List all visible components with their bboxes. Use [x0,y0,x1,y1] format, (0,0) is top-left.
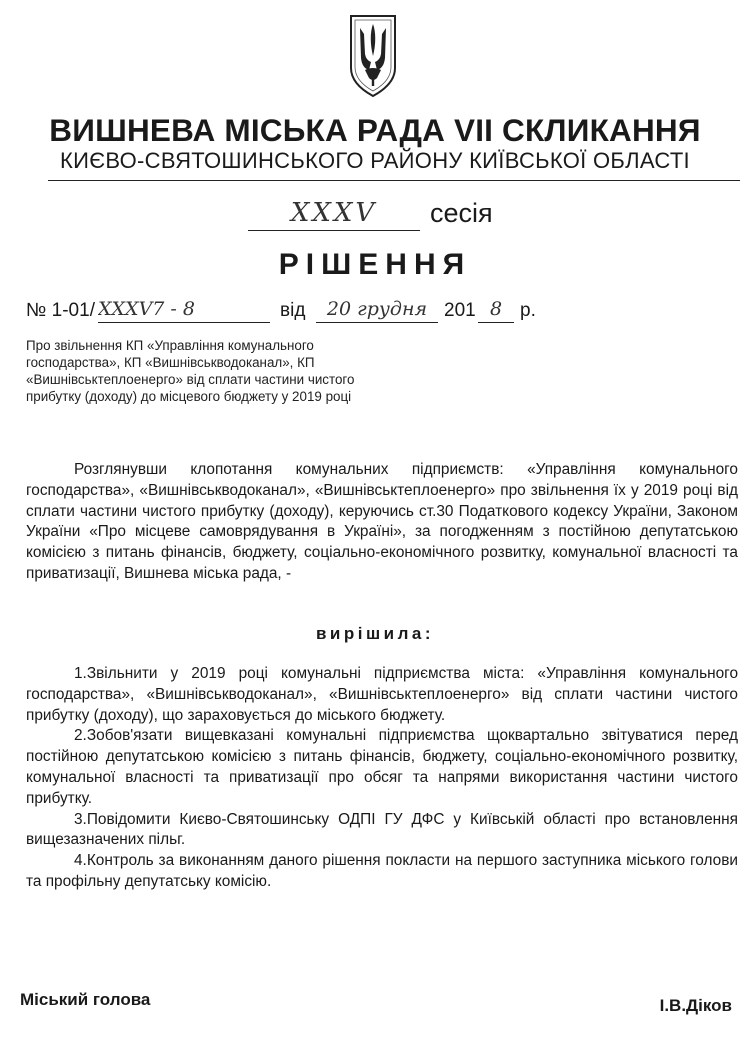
number-prefix: № 1-01/ [26,300,95,321]
decision-date: 20 грудня [316,296,438,323]
council-title: ВИШНЕВА МІСЬКА РАДА VII СКЛИКАННЯ [49,112,701,148]
from-label: від [280,300,306,321]
decision-number-line [26,296,746,328]
council-subtitle: КИЄВО-СВЯТОШИНСЬКОГО РАЙОНУ КИЇВСЬКОЇ ОБЛАСТІ [60,148,690,173]
preamble-paragraph: Розглянувши клопотання комунальних підприємств: «Управління комунального господарства», «Вишнівськводоканал», «Вишнівськтеплоенерго» про звільнення їх у 2019 році від сплати частини чистого прибутку (доходу), керуючись ст.30 Податкового кодексу України, Законом України «Про місцеве самоврядування в Україні», за погодженням з постійною депутатською комісією з питань фінансів, бюджету, соціально-економічного розвитку, комунальної власності та приватизації, Вишнева міська рада, - [26,461,738,582]
decision-items [26,664,738,893]
signature-role: Міський голова [20,990,151,1009]
decision-subject: Про звільнення КП «Управління комунального господарства», КП «Вишнівськводоканал», КП «Вишнівськтеплоенерго» від сплати частини чистого прибутку (доходу) до місцевого бюджету у 2019 році [26,338,355,404]
year-digit: 8 [478,296,514,323]
session-number: XXXV [248,196,420,231]
decision-item-1: 1.Звільнити у 2019 році комунальні підприємства міста: «Управління комунального господарства», «Вишнівськводоканал», «Вишнівськтеплоенерго» від сплати частини чистого прибутку (доходу), що зараховується до міського бюджету. [26,665,738,724]
decision-title: РІШЕННЯ [278,248,472,281]
session-label: сесія [430,198,493,228]
decision-item-3: 3.Повідомити Києво-Святошинську ОДПІ ГУ ДФС у Київській області про встановлення вищезазначених пільг. [26,810,738,849]
trident-icon [347,12,399,98]
decided-heading: вирішила: [315,624,435,643]
decision-item-2: 2.Зобов'язати вищевказані комунальні підприємства щоквартально звітуватися перед постійною депутатською комісією з питань фінансів, бюджету, соціально-економічного розвитку, комунальної власності та приватизації про обсяг та напрями використання частини чистого прибутку. [26,727,738,807]
header-divider [48,180,740,181]
decision-number: XXXV7 - 8 [98,296,270,323]
decision-item-4: 4.Контроль за виконанням даного рішення покласти на першого заступника міського голови та профільну депутатську комісію. [26,852,738,890]
year-suffix: р. [520,300,536,321]
session-line [248,196,548,236]
year-prefix: 201 [444,300,476,321]
preamble [26,460,738,585]
signature-name: І.В.Діков [659,996,732,1015]
